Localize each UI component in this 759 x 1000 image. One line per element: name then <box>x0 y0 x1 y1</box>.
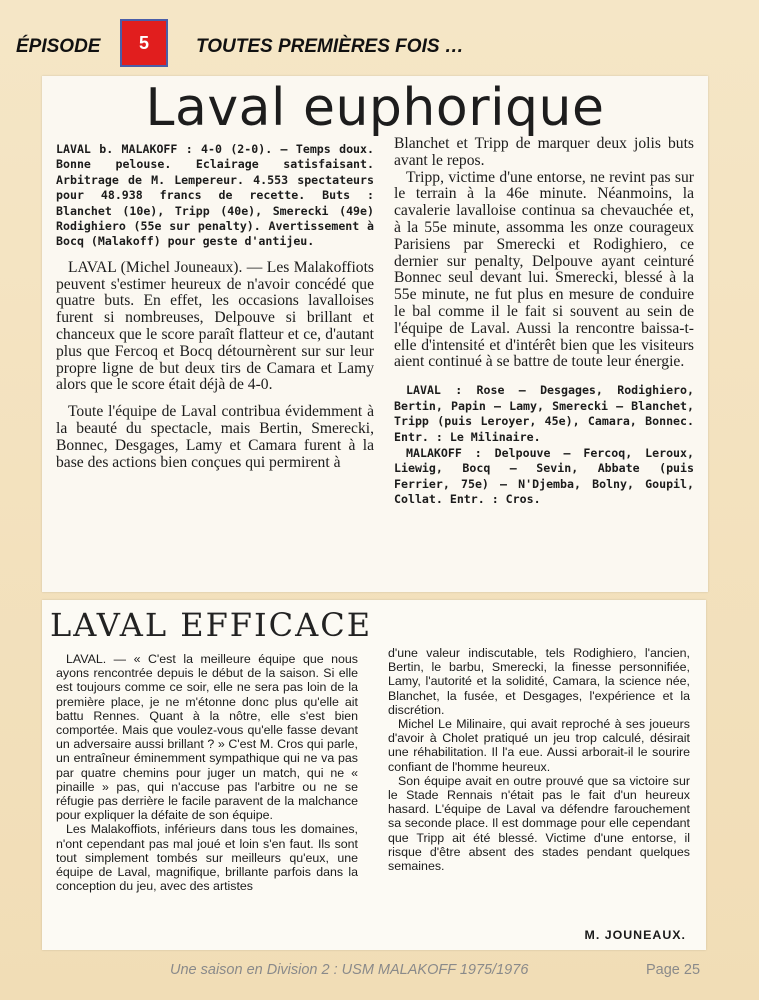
lineup-malakoff: MALAKOFF : Delpouve — Fercoq, Leroux, Liewig, Bocq — Sevin, Abbate (puis Ferrier, 75e) — N'Djemba, Bolny, Goupil, Collat. Entr. : Cros. <box>394 445 694 507</box>
newspaper-clipping-laval-euphorique <box>42 76 708 592</box>
episode-number-badge <box>120 19 168 67</box>
article2-headline: LAVAL EFFICACE <box>50 606 373 644</box>
article1-paragraph-4: Tripp, victime d'une entorse, ne revint pas sur le terrain à la 46e minute. Néanmoins, la cavalerie lavalloise continua sa chevauchée et, à la 55e minute, assomma les onze courageux Parisiens par Smerecki et Rodighiero, ce dernier sur penalty, Delpouve ayant ceinturé Bonnec seul devant lui. Smerecki, blessé à la 55e minute, ne fut plus en mesure de conduire le bal comme il le fait si souvent au sein de l'équipe de Laval. Aussi la rencontre baissa-t-elle d'intensité et d'intérêt bien que les visiteurs aient continué à se battre de toute leur énergie. <box>394 168 694 371</box>
match-summary: LAVAL b. MALAKOFF : 4-0 (2-0). — Temps doux. Bonne pelouse. Eclairage satisfaisant. Arbitrage de M. Lempereur. 4.553 spectateurs pour 48.938 francs de recette. Buts : Blanchet (10e), Tripp (40e), Smerecki (49e) Rodighiero (55e sur penalty). Avertissement à Bocq (Malakoff) pour geste d'antijeu. <box>56 142 374 249</box>
article1-headline: Laval euphorique <box>145 78 605 138</box>
article1-paragraph-2: Toute l'équipe de Laval contribua évidemment à la beauté du spectacle, mais Bertin, Smerecki, Bonnec, Desgages, Lamy et Camara furent à la base des actions bien conçues qui permirent à <box>56 403 374 471</box>
article2-left-paragraph-1: LAVAL. — « C'est la meilleure équipe que nous ayons rencontrée depuis le début de la saison. Si elle est toujours comme ce soir, elle ne sera pas loin de la première place, je ne m'étonne donc plus qu'elle ait battu Rennes. Quant à la nôtre, elle s'est bien comportée. Mais que voulez-vous qu'elle fasse devant un adversaire aussi brillant ? » C'est M. Cros qui parle, un entraîneur éminemment sympathique qui ne va pas par quatre chemins pour juger un match, qui ne « pinaille » pas, qui n'accuse pas l'arbitre ou ne se réfugie pas derrière le facile paravent de la malchance pour expliquer la défaite de son équipe. <box>56 652 358 823</box>
article2-right-column <box>388 646 690 873</box>
footer-book-title: Une saison en Division 2 : USM MALAKOFF 1975/1976 <box>170 962 529 978</box>
article1-left-column <box>56 142 374 471</box>
episode-header <box>12 18 747 72</box>
episode-label: ÉPISODE <box>16 36 101 57</box>
episode-title: TOUTES PREMIÈRES FOIS … <box>196 36 464 57</box>
article2-right-paragraph-1: d'une valeur indiscutable, tels Rodighiero, l'ancien, Bertin, le barbu, Smerecki, la finesse personnifiée, Lamy, l'autorité et la solidité, Camara, la science née, Blanchet, la fusée, et Desgages, l'expérience et la discrétion. <box>388 646 690 717</box>
article1-right-column <box>394 136 694 508</box>
episode-number: 5 <box>138 32 149 53</box>
article2-signature: M. JOUNEAUX. <box>584 928 686 942</box>
article1-paragraph-3: Blanchet et Tripp de marquer deux jolis buts avant le repos. <box>394 135 694 169</box>
article2-left-paragraph-2: Les Malakoffiots, inférieurs dans tous les domaines, n'ont cependant pas mal joué et loin s'en faut. Ils sont tout simplement tombés sur meilleurs qu'eux, une équipe de Laval, magnifique, brillante parfois dans la conception du jeu, avec des artistes <box>56 822 358 894</box>
article1-paragraph-1: LAVAL (Michel Jouneaux). — Les Malakoffiots peuvent s'estimer heureux de n'avoir concédé que quatre buts. En effet, les occasions lavalloises furent si nombreuses, Delpouve si brillant et chanceux que le score paraît flatteur et ce, d'autant plus que Fercoq et Bocq détournèrent sur sur leur propre ligne de but deux tirs de Camara et Lamy alors que le score était déjà de 4-0. <box>56 258 374 394</box>
lineup-laval: LAVAL : Rose — Desgages, Rodighiero, Bertin, Papin — Lamy, Smerecki — Blanchet, Tripp (puis Leroyer, 45e), Camara, Bonnec. Entr. : Le Milinaire. <box>394 383 694 444</box>
footer-page-number: Page 25 <box>646 962 701 978</box>
article2-left-column <box>56 652 358 893</box>
newspaper-clipping-laval-efficace <box>42 600 706 950</box>
article2-right-paragraph-2: Michel Le Milinaire, qui avait reproché à ses joueurs d'avoir à Cholet pratiqué un jeu trop calculé, désirait une réhabilitation. Il l'a eue. Aussi arborait-il le sourire confiant de l'homme heureux. <box>388 717 690 774</box>
article2-right-paragraph-3: Son équipe avait en outre prouvé que sa victoire sur le Stade Rennais n'était pas le fait d'un heureux hasard. L'équipe de Laval va défendre farouchement sa seconde place. Il est dommage pour elle cependant que Tripp ait été blessé. Victime d'une entorse, il risque d'être absent des stades pendant quelques semaines. <box>388 773 690 874</box>
